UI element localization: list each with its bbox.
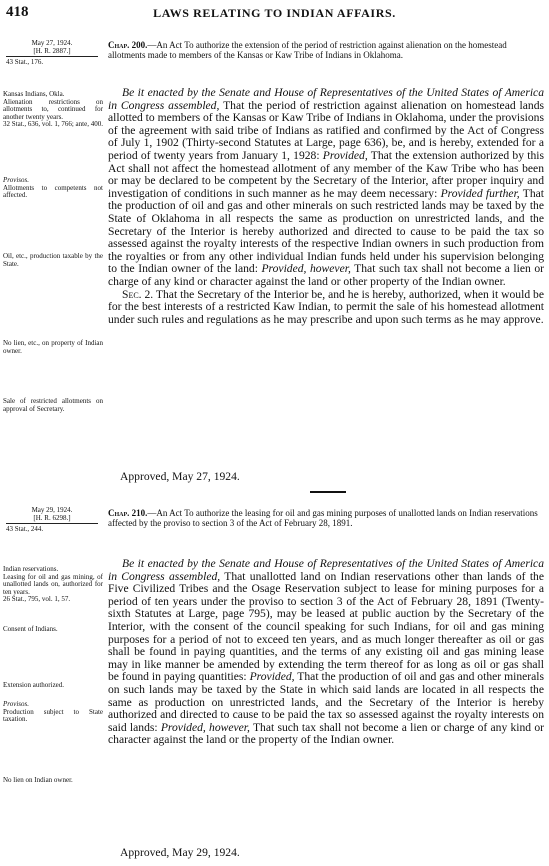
act2-proviso: Provided, [249, 670, 295, 684]
act2-chapter-title: —An Act To authorize the leasing for oil and gas mining purposes of unallotted lands on Indian reservations affected by the proviso to section 3 of the Act of February 28, 1891. [108, 508, 538, 528]
act2-citation [6, 506, 98, 533]
margin-text: Alienation restrictions on allotments to, continued for another twenty years. [3, 97, 103, 121]
act1-margin-note-2 [3, 177, 103, 200]
act1-proviso: Provided further, [440, 186, 520, 200]
page-number: 418 [6, 4, 29, 20]
act1-text: That the production of oil and gas and other minerals on such restricted lands may be taxed by the State of Oklahoma in all respects the same as production on unrestricted lands, and the Secretary of the Interior is hereby authorized and directed to cause to be paid the tax so assessed against the royalty interests of the respective Indian owners in such production from the royalties or from any other individual Indian funds held under his supervision belonging to the Indian owner of the land: [108, 186, 544, 276]
act2-margin-note-3 [3, 682, 103, 690]
act2-chapter-number: Chap. 210. [108, 508, 148, 518]
margin-text: Consent of Indians. [3, 625, 58, 633]
act1-bill: [H. R. 2887.] [33, 47, 71, 55]
act2-text: That such tax shall not become a lien or charge of any kind or character against the land or the property of the Indian owner. [108, 720, 544, 747]
act2-section-1 [108, 558, 544, 747]
margin-text: No lien on Indian owner. [3, 776, 73, 784]
act1-chapter-title: —An Act To authorize the extension of the period of restriction against alienation on the homestead allotments made to members of the Kansas or Kaw Tribe of Indians in Oklahoma. [108, 40, 507, 60]
act2-text: That unallotted land on Indian reservations other than lands of the Five Civilized Tribes and the Osage Reservation subject to lease for mining purposes for a period of ten years under the proviso to section 3 of the Act of February 28, 1891 (Twenty-sixth Statutes at Large, page 795), may be leased at public auction by the Secretary of the Interior, with the consent of the council speaking for such Indians, for oil and gas mining purposes for a period of not to exceed ten years, and as much longer thereafter as oil or gas shall be found in paying quantities, and the terms of any existing oil and gas mining lease may in like manner be amended by extending the term thereof for as long as oil or gas shall be found in paying quantities: [108, 569, 544, 684]
act1-chapter-heading [108, 40, 542, 60]
page-header [6, 4, 543, 26]
act1-citation [6, 39, 98, 66]
act2-proviso: Provided, however, [160, 720, 250, 734]
act1-date: May 27, 1924. [31, 39, 73, 47]
margin-text: Production subject to State taxation. [3, 707, 103, 724]
margin-heading: Kansas Indians, Okla. [3, 90, 65, 98]
act2-text: That the production of oil and gas and other minerals on such lands may be taxed by the State in which said lands are located in all respects the same as production on unrestricted lands, and the Secretary of the Interior is hereby authorized and directed to cause to be paid the tax so assessed against the royalty interests on said lands: [108, 670, 544, 734]
act1-section-label: Sec. 2. [122, 287, 154, 301]
act1-text: That the extension authorized by this Act shall not affect the homestead allotment of any member of the Kaw Tribe who has been or may be declared to be competent by the Secretary of the Interior, after proper inquiry and investigation of conditions in such manner as he may deem necessary: [108, 148, 544, 200]
margin-text: Allotments to competents not affected. [3, 183, 103, 200]
act1-proviso: Provided, however, [261, 262, 351, 276]
margin-text: Extension authorized. [3, 681, 65, 689]
margin-heading: Indian reservations. [3, 565, 59, 573]
act2-stat: 43 Stat., 244. [6, 525, 44, 533]
act2-margin-note-1 [3, 566, 103, 604]
act1-section-1 [108, 87, 544, 289]
margin-text: Leasing for oil and gas mining, of unallotted lands on, authorized for ten years. [3, 572, 103, 596]
act1-enacting-clause: Be it enacted by the Senate and House of Representatives of the United States of America in Congress assembled, [108, 86, 544, 112]
act1-stat: 43 Stat., 176. [6, 58, 44, 66]
act2-margin-note-2 [3, 626, 103, 634]
margin-reference: 26 Stat., 795, vol. 1, 57. [3, 595, 71, 604]
act1-body [108, 87, 544, 326]
act1-section-2 [108, 289, 544, 327]
margin-text: Oil, etc., production taxable by the State. [3, 252, 103, 268]
act1-margin-note-1 [3, 91, 103, 129]
act2-enacting-clause: Be it enacted by the Senate and House of Representatives of the United States of America in Congress assembled, [108, 557, 544, 583]
act2-margin-note-5 [3, 777, 103, 785]
margin-provisos: Provisos. [3, 176, 29, 184]
act2-bill: [H. R. 6298.] [33, 514, 71, 522]
act1-text: That such tax shall not become a lien or charge of any kind or character against the land or other property of the Indian owner. [108, 262, 544, 288]
act1-text: That the period of restriction against alienation on homestead lands allotted to members of the Kansas or Kaw Tribe of Indians in Oklahoma, under the provisions of the agreement with said tribe of Indians as ratified and confirmed by the Act of Congress of July 1, 1902 (Thirty-second Statutes at Large, page 636), be, and is hereby, extended for a period of twenty years from January 1, 1928: [108, 98, 545, 162]
act1-proviso: Provided, [322, 148, 368, 162]
act1-chapter-number: Chap. 200. [108, 40, 148, 50]
act2-date: May 29, 1924. [31, 506, 73, 514]
separator-rule [310, 491, 346, 493]
margin-text: Sale of restricted allotments on approval of Secretary. [3, 397, 103, 413]
act2-approved: Approved, May 29, 1924. [120, 846, 240, 859]
margin-reference: 32 Stat., 636, vol. 1, 766; ante, 400. [3, 120, 103, 129]
margin-text: No lien, etc., on property of Indian owner. [3, 339, 103, 355]
act2-margin-note-4 [3, 701, 103, 724]
act1-approved: Approved, May 27, 1924. [120, 470, 240, 483]
act2-body [108, 558, 544, 747]
act1-margin-note-3 [3, 253, 103, 268]
running-title: LAWS RELATING TO INDIAN AFFAIRS. [153, 6, 396, 20]
act2-chapter-heading [108, 508, 542, 528]
act1-margin-note-5 [3, 398, 103, 413]
margin-provisos: Provisos. [3, 700, 29, 708]
act1-margin-note-4 [3, 340, 103, 355]
act1-text: That the Secretary of the Interior be, and he is hereby, authorized, when it would be for the best interests of a restricted Kaw Indian, to permit the sale of his homestead allotment under such rules and regulations as he may prescribe and upon such terms as he may approve. [108, 287, 544, 326]
